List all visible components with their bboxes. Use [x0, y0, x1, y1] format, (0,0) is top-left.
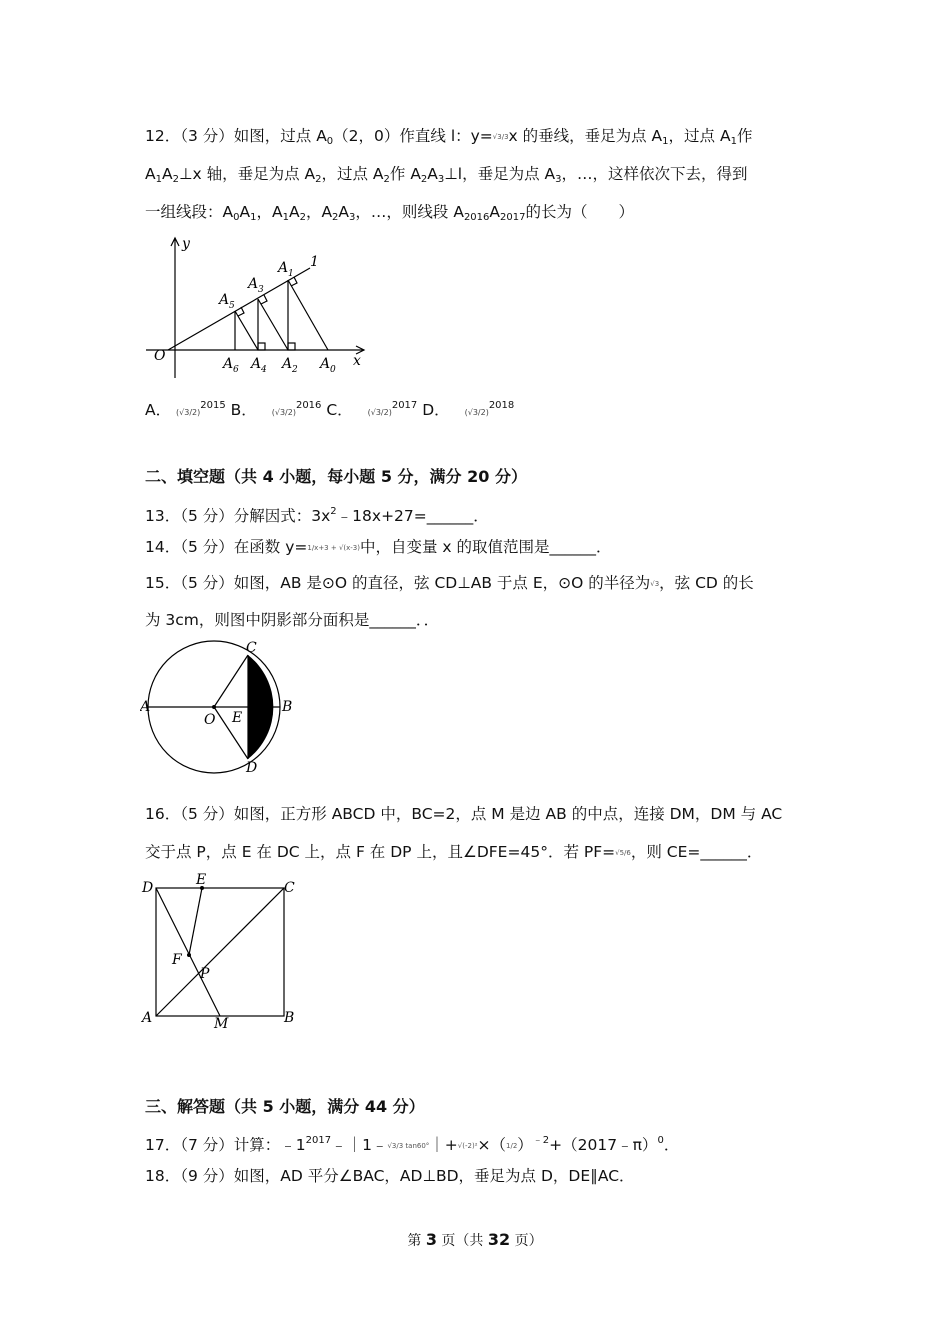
label-a6-sub: 6	[233, 365, 239, 375]
label-l: 1	[310, 254, 319, 270]
page-total: 32	[487, 1230, 511, 1249]
label-a1: A	[278, 260, 289, 276]
label-c: C	[284, 880, 295, 896]
q12-line-2: $A_1A_2\perp x$ 轴，垂足为点 $A_2$，过点 $A_2$作 $A_2A_3\perp l$，垂足为点 $A_3$，…，这样依次下去，得到	[145, 165, 748, 185]
page-number: 3	[425, 1230, 437, 1249]
label-e: E	[232, 710, 243, 726]
q16-line-2: 交于点 P，点 E 在 DC 上，点 F 在 DP 上，且∠DFE=45°．若 PF=√5/6，则 CE=______．	[145, 843, 763, 861]
label-a3-sub: 3	[258, 285, 264, 295]
label-a4-sub: 4	[261, 365, 267, 375]
label-y: y	[182, 236, 190, 252]
label-p: P	[200, 966, 210, 982]
label-c: C	[246, 640, 257, 656]
label-a2-sub: 2	[292, 365, 298, 375]
label-a1-sub: 1	[288, 269, 294, 279]
q14: 14．（5 分）在函数 y=1/x+3 + √(x-3)中，自变量 x 的取值范围是______．	[145, 538, 612, 556]
label-f: F	[172, 952, 182, 968]
radius-oc	[214, 655, 248, 707]
label-b: B	[282, 699, 293, 715]
label-m: M	[214, 1016, 229, 1032]
segment-a2-a3	[258, 299, 288, 350]
q13: 13．（5 分）分解因式：$3x^2﹣18x+27=\_\_\_\_\_\_$．	[145, 506, 489, 525]
label-e: E	[196, 872, 207, 888]
q16-line-1: 16．（5 分）如图，正方形 ABCD 中，BC=2，点 M 是边 AB 的中点，连接 DM，DM 与 AC	[145, 805, 783, 823]
label-o: O	[154, 348, 166, 364]
label-a: A	[140, 699, 151, 715]
segment-a0-a1	[288, 280, 328, 350]
section-2-heading: 二、填空题（共 4 小题，每小题 5 分，满分 20 分）	[145, 467, 527, 486]
label-a4: A	[251, 356, 262, 372]
right-angle-mark	[258, 343, 265, 350]
right-angle-mark	[288, 343, 295, 350]
q18: 18．（9 分）如图，AD 平分∠BAC，AD⊥BD，垂足为点 D，DE∥AC．	[145, 1167, 635, 1185]
label-o: O	[204, 712, 216, 728]
label-a6: A	[223, 356, 234, 372]
segment-a4-a5	[235, 311, 258, 350]
label-d: D	[246, 760, 258, 774]
label-a2: A	[282, 356, 293, 372]
option-b-label: B．	[230, 401, 257, 419]
center-point	[212, 705, 216, 709]
label-b: B	[284, 1010, 295, 1026]
option-d-label: D．	[422, 401, 450, 419]
segment-fe	[189, 888, 202, 955]
label-a: A	[142, 1010, 153, 1026]
label-a3: A	[248, 276, 259, 292]
label-a5-sub: 5	[229, 301, 235, 311]
radius-od	[214, 707, 248, 759]
option-a-label: A．	[145, 401, 172, 419]
q12-perpendicular-sequence-figure	[140, 232, 370, 380]
q15-line-1: 15．（5 分）如图，AB 是⊙O 的直径，弦 CD⊥AB 于点 E，⊙O 的半径为√3，弦 CD 的长	[145, 574, 754, 592]
q12-line-3: 一组线段：$A_0A_1$，$A_1A_2$，$A_2A_3$，…，则线段 $A_{2016}A_{2017}$的长为（ ）	[145, 203, 634, 223]
label-x: x	[353, 353, 361, 369]
label-a0-sub: 0	[330, 365, 336, 375]
q17: 17．（7 分）计算：$﹣1^{2017}﹣|1﹣√3/3$ $\tan 60^\circ|+√(-2)^2\times(1/2)^{﹣2}+(2017﹣\pi)^0$．	[145, 1135, 680, 1154]
q12-options: A． $(√3/2)^{2015}$ B． $(√3/2)^{2016}$ C． $(√3/2)^{2017}$ D． $(√3/2)^{2018}$	[145, 400, 515, 419]
segment-dm	[156, 888, 220, 1016]
q15-circle-figure	[140, 638, 300, 774]
label-a5: A	[219, 292, 230, 308]
q12-line-1: 12．（3 分）如图，过点 $A_0(2$，0）作直线 l：y=√3/3x 的垂线，垂足为点 $A_1$，过点 $A_1$作	[145, 127, 753, 147]
point-f	[187, 953, 191, 957]
section-3-heading: 三、解答题（共 5 小题，满分 44 分）	[145, 1097, 425, 1116]
label-a0: A	[320, 356, 331, 372]
option-c-label: C．	[326, 401, 353, 419]
q16-square-figure	[138, 872, 308, 1032]
page-footer: 第 3 页（共 32 页）	[407, 1230, 543, 1249]
q15-line-2: 为 3cm，则图中阴影部分面积是______．．	[145, 611, 440, 629]
label-d: D	[142, 880, 154, 896]
